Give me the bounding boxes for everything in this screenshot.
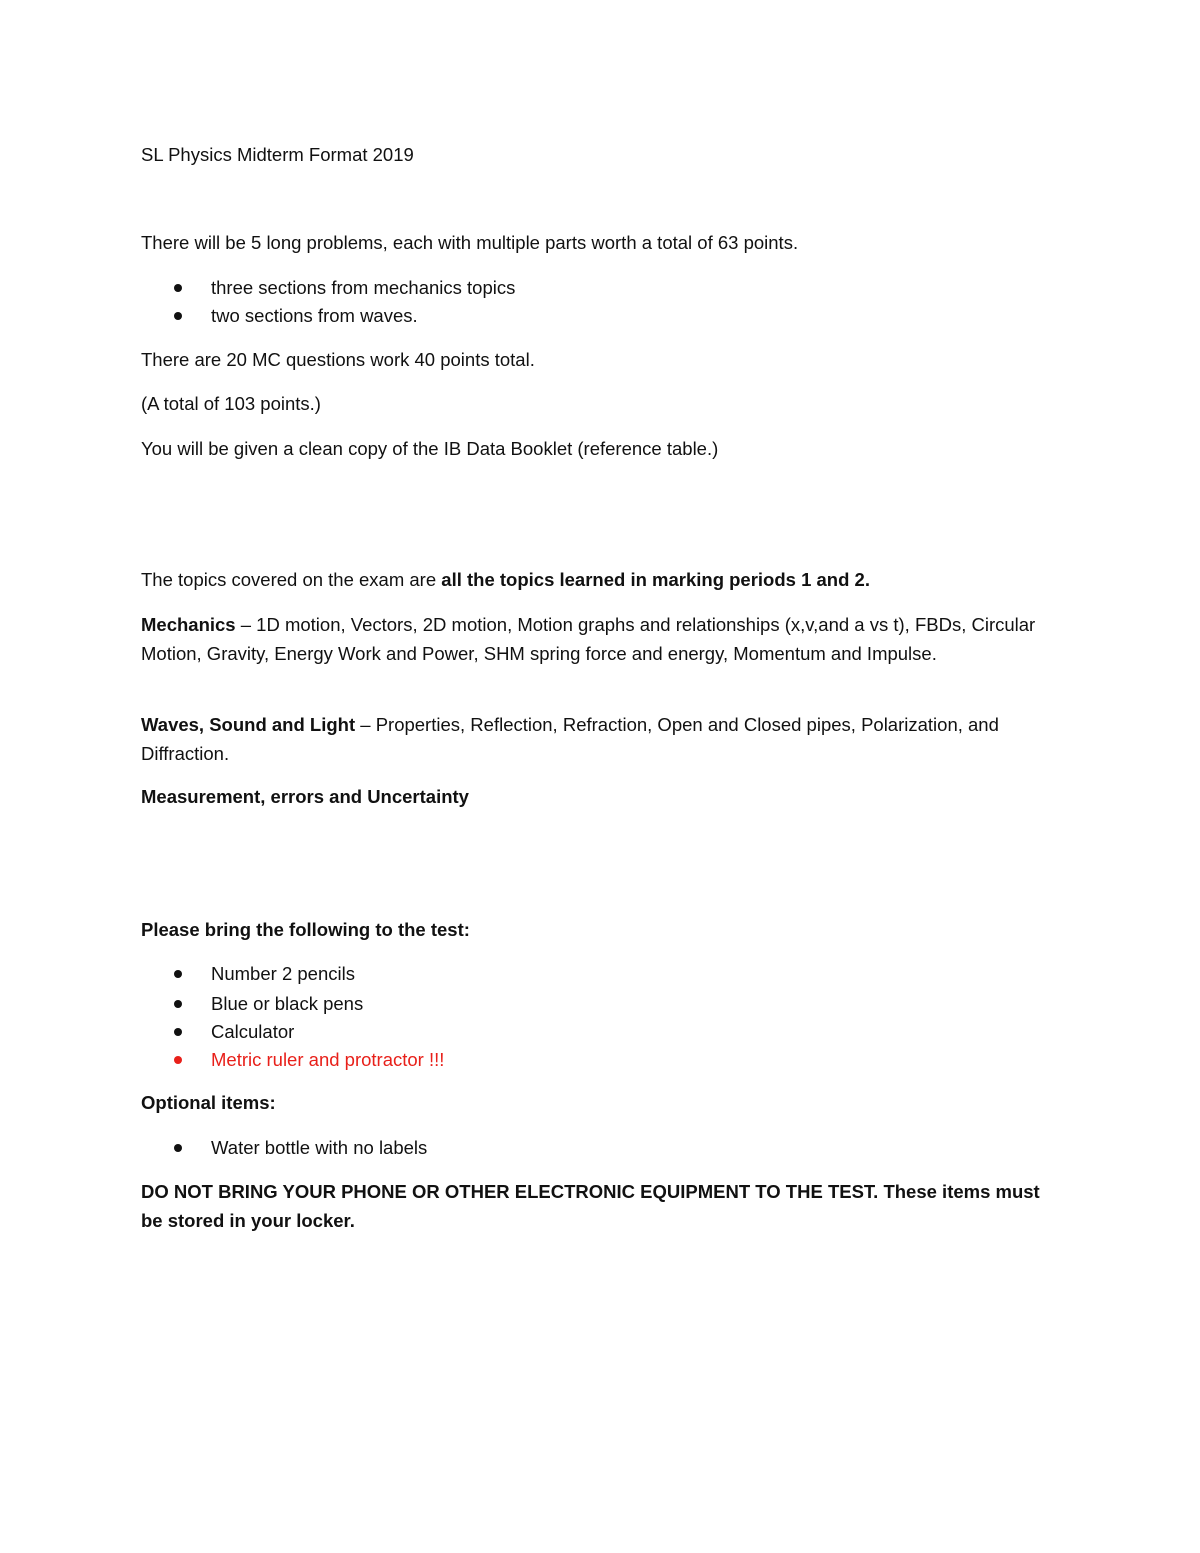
list-item-text: Blue or black pens: [211, 993, 364, 1014]
waves-paragraph: [141, 711, 1051, 768]
list-item: [174, 960, 1054, 988]
list-item: [174, 274, 1054, 302]
document-title: SL Physics Midterm Format 2019: [141, 144, 414, 165]
bullet-icon: [174, 970, 182, 978]
bullet-icon: [174, 1028, 182, 1036]
list-item-text: Number 2 pencils: [211, 963, 355, 984]
bring-heading: Please bring the following to the test:: [141, 919, 470, 940]
bullet-icon: [174, 312, 182, 320]
mechanics-paragraph: [141, 611, 1051, 668]
bullet-icon: [174, 1000, 182, 1008]
list-item: [174, 1134, 1054, 1162]
optional-heading: Optional items:: [141, 1092, 276, 1113]
total-line: (A total of 103 points.): [141, 393, 321, 414]
bullet-icon: [174, 284, 182, 292]
list-item-text: three sections from mechanics topics: [211, 277, 516, 298]
mechanics-text: – 1D motion, Vectors, 2D motion, Motion graphs and relationships (x,v,and a vs t), FBDs, Circular Motion, Gravity, Energy Work and Power, SHM spring force and energy, Momentum and Impulse.: [141, 614, 1036, 664]
list-item-text: Water bottle with no labels: [211, 1137, 428, 1158]
list-item: [174, 302, 1054, 330]
list-item: [174, 990, 1054, 1018]
list-item-text: Metric ruler and protractor !!!: [211, 1049, 445, 1070]
booklet-line: You will be given a clean copy of the IB Data Booklet (reference table.): [141, 438, 719, 459]
bullet-icon: [174, 1056, 182, 1064]
list-item-highlighted: [174, 1046, 1054, 1074]
topics-intro: [141, 566, 1061, 594]
measurement-heading: Measurement, errors and Uncertainty: [141, 786, 469, 807]
format-intro: There will be 5 long problems, each with multiple parts worth a total of 63 points.: [141, 232, 799, 253]
topics-intro-prefix: The topics covered on the exam are: [141, 569, 442, 590]
mc-line: There are 20 MC questions work 40 points total.: [141, 349, 535, 370]
topics-intro-emphasis: all the topics learned in marking periods 1 and 2.: [441, 569, 870, 590]
list-item: [174, 1018, 1054, 1046]
bullet-icon: [174, 1144, 182, 1152]
list-item-text: Calculator: [211, 1021, 295, 1042]
mechanics-heading: Mechanics: [141, 614, 236, 635]
waves-heading: Waves, Sound and Light: [141, 714, 356, 735]
waves-text: – Properties, Reflection, Refraction, Open and Closed pipes, Polarization, and Diffraction.: [141, 714, 999, 764]
warning-paragraph: DO NOT BRING YOUR PHONE OR OTHER ELECTRONIC EQUIPMENT TO THE TEST. These items must be stored in your locker.: [141, 1181, 1040, 1231]
list-item-text: two sections from waves.: [211, 305, 418, 326]
